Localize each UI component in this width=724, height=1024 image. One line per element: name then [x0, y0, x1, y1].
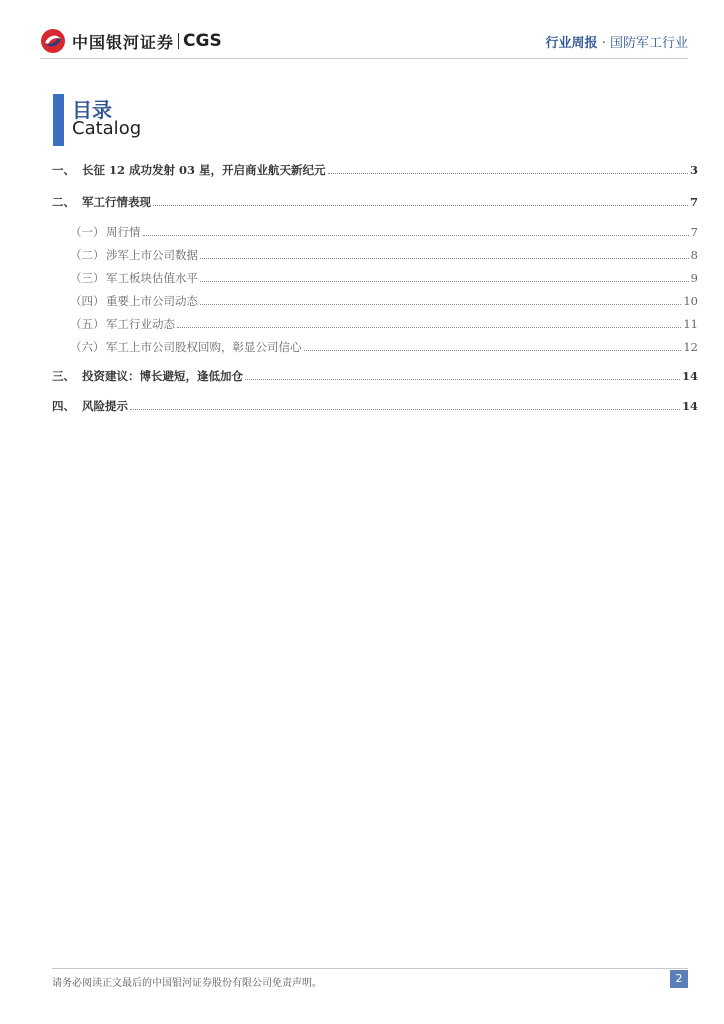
footer-divider [52, 968, 688, 969]
toc-leader-dots [245, 378, 680, 380]
toc-entry-page: 3 [689, 163, 698, 177]
cgs-logo-icon [40, 28, 66, 54]
page-number-badge: 2 [670, 970, 688, 988]
toc-leader-dots [200, 257, 689, 259]
toc-entry-page: 7 [689, 195, 698, 209]
toc-entry-page: 12 [683, 340, 698, 354]
report-type: 行业周报 [545, 36, 598, 51]
title-accent-bar [53, 94, 64, 146]
toc-subentry[interactable] [52, 339, 698, 355]
toc-entry-number: 四、 [52, 399, 75, 413]
header-divider [40, 58, 688, 59]
page-header [0, 0, 724, 60]
toc-entry-page: 10 [683, 294, 698, 308]
toc-subentry[interactable] [52, 247, 698, 263]
toc-entry-title: 军工行业动态 [106, 317, 175, 331]
toc-leader-dots [153, 204, 688, 206]
toc-entry-page: 9 [690, 271, 698, 285]
toc-subentry[interactable] [52, 270, 698, 286]
toc-entry-title: 军工板块估值水平 [106, 271, 198, 285]
toc-entry-number: （四） [70, 294, 105, 308]
toc-entry-number: （六） [70, 340, 105, 354]
toc-leader-dots [304, 349, 682, 351]
industry-name: 国防军工行业 [609, 36, 688, 51]
toc-subentry[interactable] [52, 316, 698, 332]
logo-chinese-name: 中国银河证券 [72, 32, 175, 52]
toc-entry-page: 11 [683, 317, 698, 331]
toc-subentry[interactable] [52, 293, 698, 309]
toc-subentry[interactable] [52, 224, 698, 240]
toc-leader-dots [200, 303, 681, 305]
toc-entry[interactable] [52, 398, 698, 414]
header-separator: · [601, 36, 606, 51]
toc-leader-dots [328, 172, 688, 174]
toc-entry-title: 军工上市公司股权回购，彰显公司信心 [106, 340, 302, 354]
toc-entry-title: 涉军上市公司数据 [106, 248, 198, 262]
toc-entry-number: （二） [70, 248, 105, 262]
toc-entry-number: 一、 [52, 163, 75, 177]
toc-entry-page: 14 [681, 369, 698, 383]
toc-entry-number: （三） [70, 271, 105, 285]
footer-disclaimer: 请务必阅读正文最后的中国银河证券股份有限公司免责声明。 [52, 978, 322, 989]
toc-entry-number: 三、 [52, 369, 75, 383]
toc-leader-dots [177, 326, 681, 328]
toc-entry-number: 二、 [52, 195, 75, 209]
toc-entry-page: 7 [690, 225, 698, 239]
toc-entry-title: 风险提示 [82, 399, 128, 413]
report-category [546, 32, 688, 51]
toc-entry-number: （五） [70, 317, 105, 331]
toc-entry-title: 周行情 [106, 225, 141, 239]
toc-entry-page: 8 [690, 248, 698, 262]
toc-entry-number: （一） [70, 225, 105, 239]
toc-entry[interactable] [52, 162, 698, 178]
logo-english-name: CGS [183, 31, 222, 51]
toc-entry[interactable] [52, 368, 698, 384]
toc-entry-title: 军工行情表现 [82, 195, 151, 209]
company-logo [40, 28, 222, 54]
toc-leader-dots [130, 408, 680, 410]
catalog-title-cn: 目录 [72, 98, 112, 122]
toc-entry-title: 长征 12 成功发射 03 星，开启商业航天新纪元 [82, 163, 326, 177]
toc-leader-dots [143, 234, 689, 236]
toc-entry-page: 14 [681, 399, 698, 413]
toc-entry[interactable] [52, 194, 698, 210]
toc-entry-title: 重要上市公司动态 [106, 294, 198, 308]
toc-leader-dots [200, 280, 689, 282]
toc-entry-title: 投资建议：博长避短，逢低加仓 [82, 369, 243, 383]
catalog-title-en: Catalog [72, 118, 142, 139]
logo-divider [178, 33, 179, 49]
